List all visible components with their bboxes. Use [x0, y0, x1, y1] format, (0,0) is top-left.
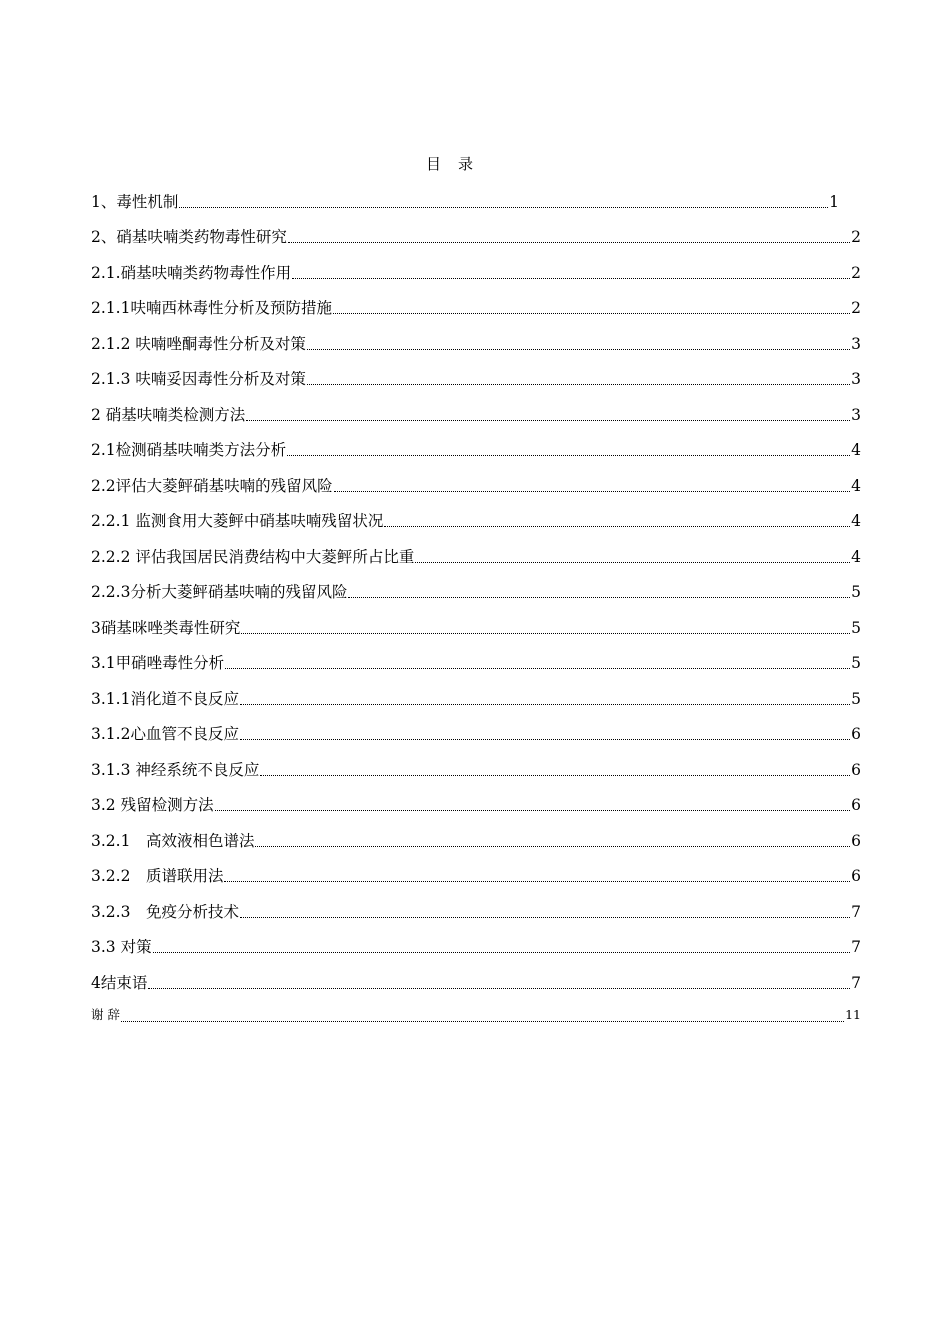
toc-entry-label: 3.2.3 免疫分析技术 [91, 902, 239, 921]
dot-leader [348, 596, 850, 598]
toc-entry-label: 2.1.硝基呋喃类药物毒性作用 [91, 263, 292, 282]
toc-entry[interactable] [91, 496, 861, 532]
dot-leader [287, 454, 850, 456]
toc-entry-label: 2.2.1 监测食用大菱鲆中硝基呋喃残留状况 [91, 512, 384, 530]
toc-entry-label: 3硝基咪唑类毒性研究 [91, 618, 241, 637]
toc-entry-page: 5 [851, 689, 861, 708]
toc-entry-label: 3.1甲硝唑毒性分析 [91, 654, 225, 672]
dot-leader [260, 774, 850, 776]
toc-entry-page: 4 [851, 547, 861, 566]
toc-entry-label: 2.1.2 呋喃唑酮毒性分析及对策 [91, 334, 306, 353]
dot-leader [240, 738, 850, 740]
dot-leader [415, 561, 850, 563]
toc-entry-page: 6 [851, 725, 861, 743]
toc-entry[interactable] [91, 851, 861, 887]
toc-entry-page: 7 [851, 902, 861, 921]
dot-leader [307, 383, 850, 385]
toc-entry-page: 7 [851, 973, 861, 992]
toc-entry[interactable] [91, 212, 861, 248]
toc-entry-page: 4 [851, 512, 861, 530]
dot-leader [224, 880, 850, 882]
toc-entry-page: 6 [851, 760, 861, 779]
dot-leader [333, 312, 850, 314]
toc-entry-label: 3.1.1消化道不良反应 [91, 689, 239, 708]
toc-entry-label: 3.2 残留检测方法 [91, 796, 214, 814]
toc-entry[interactable] [91, 744, 861, 780]
toc-entry[interactable] [91, 780, 861, 816]
toc-entry-page: 2 [851, 228, 861, 246]
dot-leader [153, 951, 851, 953]
toc-entry[interactable] [91, 993, 861, 1025]
dot-leader [255, 845, 850, 847]
toc-entry[interactable] [91, 957, 861, 993]
toc-entry-page: 6 [851, 831, 861, 850]
toc-entry[interactable] [91, 886, 861, 922]
toc-entry-page: 2 [851, 299, 861, 317]
dot-leader [307, 348, 850, 350]
toc-entry[interactable] [91, 815, 861, 851]
toc-entry-page: 11 [845, 1006, 861, 1022]
toc-entry[interactable] [91, 709, 861, 745]
toc-entry[interactable] [91, 638, 861, 674]
dot-leader [121, 1020, 844, 1022]
table-of-contents [91, 176, 861, 1025]
toc-entry-page: 6 [851, 796, 861, 814]
toc-entry[interactable] [91, 460, 861, 496]
toc-entry-label: 3.1.2心血管不良反应 [91, 725, 239, 743]
toc-entry-label: 1、毒性机制 [91, 192, 179, 211]
dot-leader [334, 490, 850, 492]
toc-entry-page: 1 [829, 192, 839, 211]
toc-entry[interactable] [91, 283, 861, 319]
toc-entry-label: 3.2.2 质谱联用法 [91, 867, 224, 885]
toc-entry[interactable] [91, 425, 861, 461]
toc-entry-page: 4 [851, 476, 861, 495]
toc-entry[interactable] [91, 922, 861, 958]
toc-entry-label: 3.2.1 高效液相色谱法 [91, 831, 255, 850]
dot-leader [292, 277, 850, 279]
toc-entry-page: 5 [851, 654, 861, 672]
toc-entry[interactable] [91, 176, 861, 212]
toc-entry-page: 6 [851, 867, 861, 885]
dot-leader [179, 206, 828, 208]
toc-entry[interactable] [91, 318, 861, 354]
toc-entry-label: 2.2.2 评估我国居民消费结构中大菱鲆所占比重 [91, 547, 415, 566]
toc-entry[interactable] [91, 247, 861, 283]
toc-entry-label: 2、硝基呋喃类药物毒性研究 [91, 228, 287, 246]
toc-title: 目 录 [425, 155, 474, 173]
toc-entry-page: 5 [851, 618, 861, 637]
toc-entry[interactable] [91, 567, 861, 603]
toc-entry-label: 2.2.3分析大菱鲆硝基呋喃的残留风险 [91, 583, 348, 601]
toc-entry-label: 谢 辞 [91, 1006, 120, 1022]
toc-entry-page: 3 [851, 405, 861, 424]
dot-leader [225, 667, 850, 669]
dot-leader [246, 419, 850, 421]
toc-entry-label: 3.1.3 神经系统不良反应 [91, 760, 260, 779]
toc-entry-page: 4 [851, 441, 861, 459]
toc-entry[interactable] [91, 389, 861, 425]
dot-leader [240, 703, 850, 705]
dot-leader [148, 987, 850, 989]
dot-leader [240, 916, 850, 918]
toc-entry-label: 3.3 对策 [91, 938, 152, 956]
dot-leader [241, 632, 850, 634]
toc-entry-page: 3 [851, 370, 861, 388]
toc-entry-page: 2 [851, 263, 861, 282]
toc-entry[interactable] [91, 673, 861, 709]
toc-entry-label: 2.1.1呋喃西林毒性分析及预防措施 [91, 299, 332, 317]
toc-entry-label: 4结束语 [91, 973, 148, 992]
toc-entry-label: 2.1.3 呋喃妥因毒性分析及对策 [91, 370, 306, 388]
toc-entry-label: 2 硝基呋喃类检测方法 [91, 405, 246, 424]
dot-leader [384, 525, 850, 527]
toc-entry-page: 3 [851, 334, 861, 353]
toc-entry[interactable] [91, 531, 861, 567]
dot-leader [215, 809, 851, 811]
toc-entry[interactable] [91, 602, 861, 638]
toc-entry-label: 2.1检测硝基呋喃类方法分析 [91, 441, 287, 459]
toc-entry-label: 2.2评估大菱鲆硝基呋喃的残留风险 [91, 476, 333, 495]
toc-entry[interactable] [91, 354, 861, 390]
dot-leader [288, 241, 850, 243]
toc-entry-page: 7 [851, 938, 861, 956]
toc-entry-page: 5 [851, 583, 861, 601]
